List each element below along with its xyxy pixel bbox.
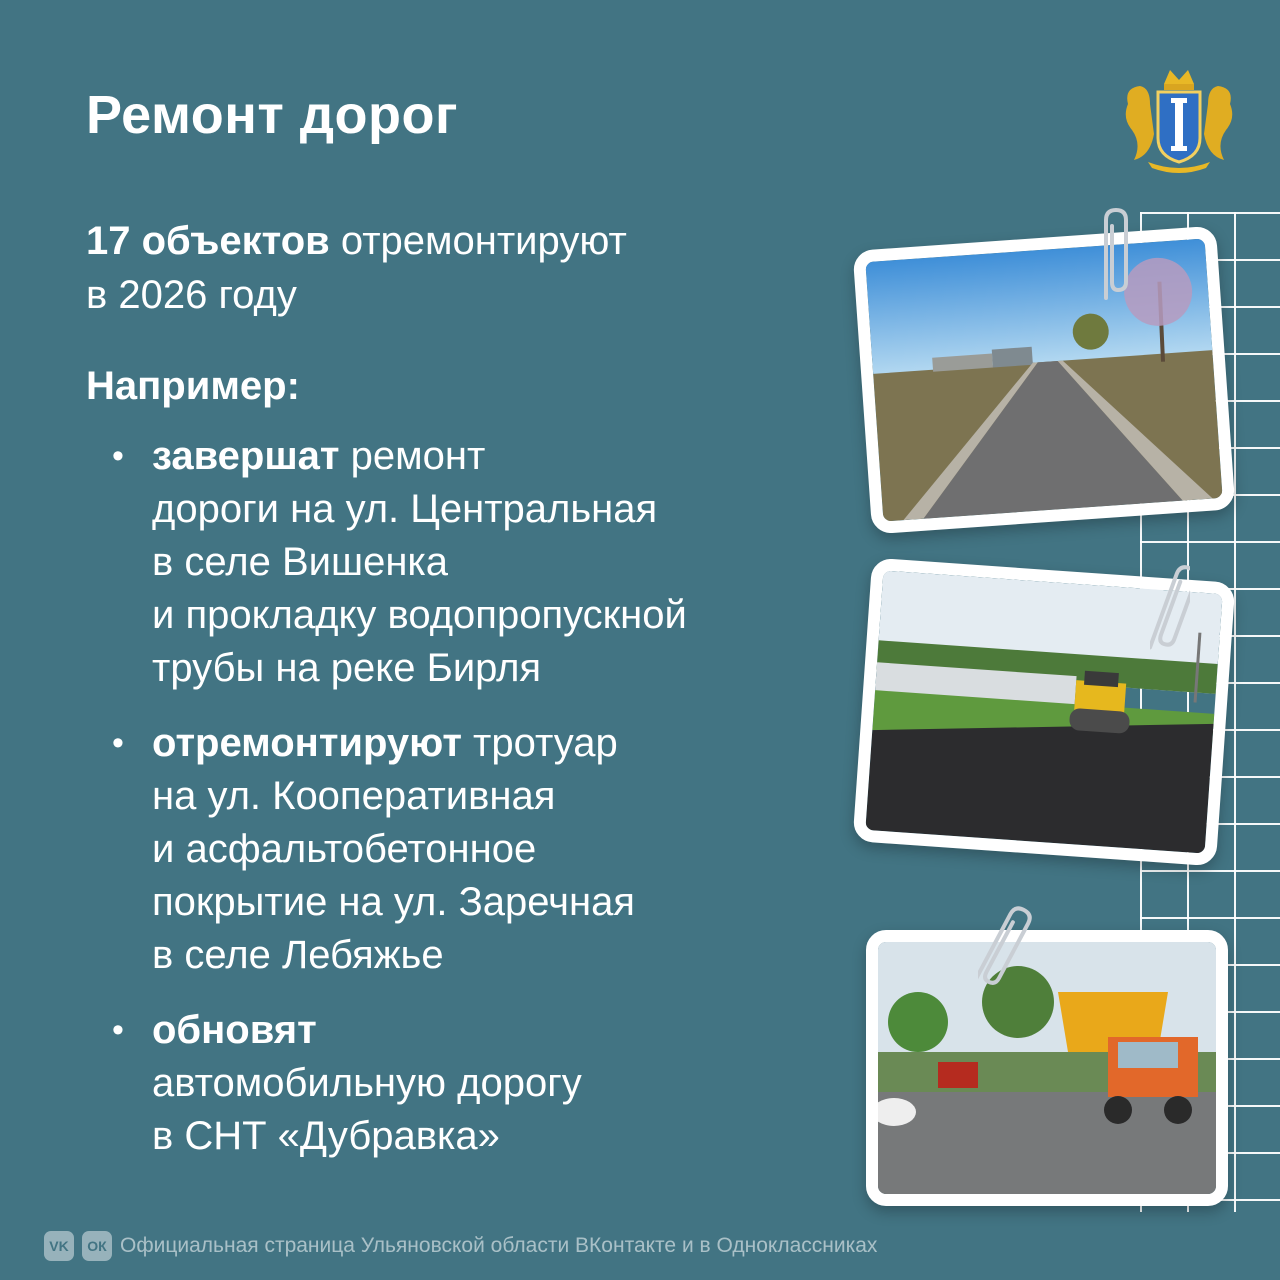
objects-count: 17 объектов	[86, 219, 330, 263]
road-photo-3	[866, 930, 1228, 1206]
bullet-list	[112, 430, 812, 1185]
page-title: Ремонт дорог	[86, 85, 459, 145]
example-heading: Например:	[86, 364, 300, 408]
list-item	[112, 717, 812, 982]
bullet-dot-icon: •	[112, 437, 124, 475]
lead-text	[86, 214, 786, 322]
bullet-line: в селе Вишенка	[152, 540, 449, 584]
list-item	[112, 1004, 812, 1163]
coat-of-arms-emblem	[1120, 64, 1238, 174]
list-item	[112, 430, 812, 695]
bullet-line: покрытие на ул. Заречная	[152, 880, 635, 924]
bullet-dot-icon: •	[112, 724, 124, 762]
bullet-line: дороги на ул. Центральная	[152, 487, 658, 531]
vk-icon[interactable]: VK	[44, 1231, 74, 1261]
lead-year: в 2026 году	[86, 273, 297, 317]
bullet-bold: отремонтируют	[152, 721, 462, 765]
paperclip-icon	[1092, 206, 1132, 306]
bullet-line: и прокладку водопропускной	[152, 593, 687, 637]
bullet-bold: завершат	[152, 434, 340, 478]
bullet-line: на ул. Кооперативная	[152, 774, 556, 818]
footer	[44, 1230, 877, 1262]
footer-text: Официальная страница Ульяновской области ВКонтакте и в Одноклассниках	[120, 1234, 878, 1257]
bullet-line: в селе Лебяжье	[152, 933, 444, 977]
bullet-line: трубы на реке Бирля	[152, 646, 542, 690]
paperclip-icon	[1150, 560, 1190, 660]
lead-verb: отремонтируют	[329, 219, 627, 263]
bullet-line: и асфальтобетонное	[152, 827, 537, 871]
bullet-bold: обновят	[152, 1008, 317, 1052]
bullet-dot-icon: •	[112, 1011, 124, 1049]
bullet-text: тротуар	[461, 721, 618, 765]
paperclip-icon	[978, 902, 1032, 1002]
bullet-text: ремонт	[339, 434, 486, 478]
ok-icon[interactable]: ОК	[82, 1231, 112, 1261]
road-photo-1	[853, 226, 1236, 535]
bullet-line: в СНТ «Дубравка»	[152, 1114, 500, 1158]
bullet-line: автомобильную дорогу	[152, 1061, 582, 1105]
